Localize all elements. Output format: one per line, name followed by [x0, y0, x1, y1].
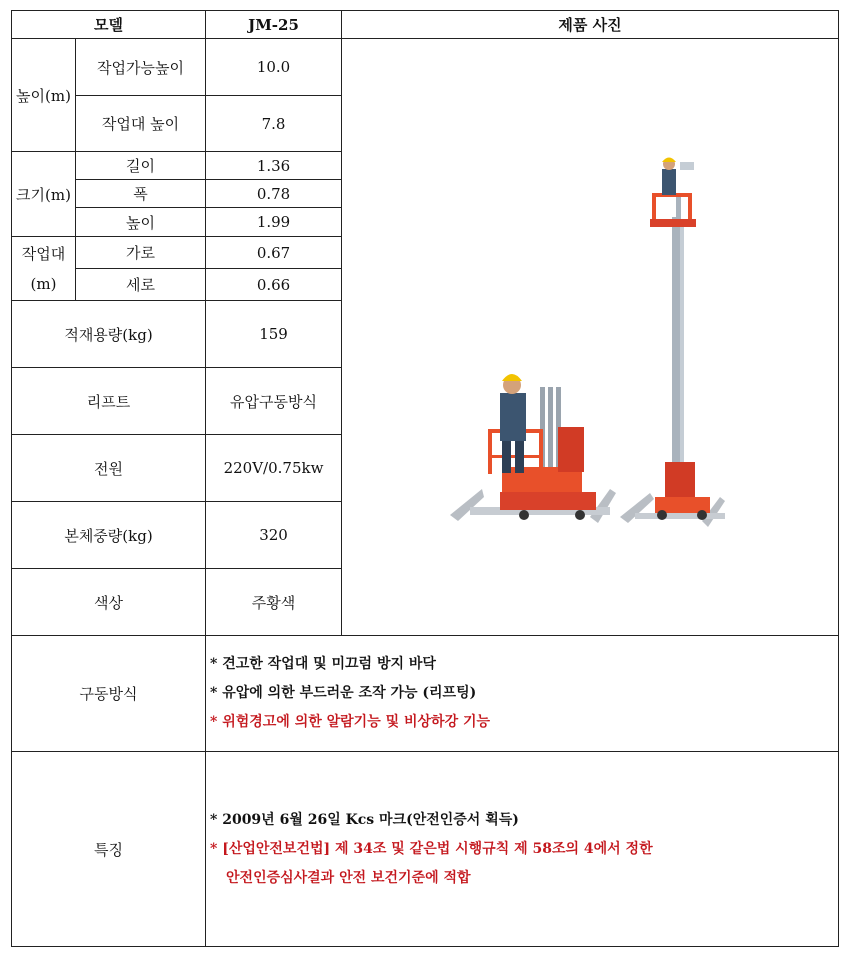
weight-label: 본체중량(kg)	[12, 502, 206, 569]
capacity-value: 159	[206, 301, 342, 368]
features-row	[12, 752, 839, 947]
lift-label: 리프트	[12, 368, 206, 435]
product-photo-cell	[342, 39, 839, 636]
size-height-value: 1.99	[206, 208, 342, 237]
color-label: 색상	[12, 569, 206, 636]
width-label: 폭	[76, 180, 206, 208]
power-value: 220V/0.75kw	[206, 435, 342, 502]
product-photo	[440, 137, 740, 537]
photo-label: 제품 사진	[342, 11, 839, 39]
header-row	[12, 11, 839, 39]
width-value: 0.78	[206, 180, 342, 208]
feature-item-law: * [산업안전보건법] 제 34조 및 같은법 시행규칙 제 58조의 4에서 정한	[210, 840, 653, 857]
size-group-label: 크기(m)	[12, 152, 76, 237]
length-value: 1.36	[206, 152, 342, 180]
lift-machine-lowered-image	[450, 374, 616, 523]
features-label: 특징	[12, 752, 206, 947]
height-group-label: 높이(m)	[12, 39, 76, 152]
work-height-label: 작업가능높이	[76, 39, 206, 96]
length-label: 길이	[76, 152, 206, 180]
color-value: 주황색	[206, 569, 342, 636]
model-value: JM-25	[206, 11, 342, 39]
weight-value: 320	[206, 502, 342, 569]
platform-depth-label: 세로	[76, 269, 206, 301]
model-label: 모델	[12, 11, 206, 39]
platform-height-label: 작업대 높이	[76, 96, 206, 152]
operation-row	[12, 636, 839, 752]
operation-list	[206, 636, 839, 752]
operation-item-warning: * 위험경고에 의한 알람기능 및 비상하강 기능	[210, 714, 491, 730]
platform-width-value: 0.67	[206, 237, 342, 269]
capacity-label: 적재용량(kg)	[12, 301, 206, 368]
lift-machine-raised-image	[620, 158, 725, 528]
spec-table	[11, 10, 839, 947]
operation-label: 구동방식	[12, 636, 206, 752]
feature-item-law-cont: 안전인증심사결과 안전 보건기준에 적합	[226, 869, 471, 886]
feature-item-kcs: * 2009년 6월 26일 Kcs 마크(안전인증서 획득)	[210, 811, 519, 828]
table-row	[12, 39, 839, 96]
lift-value: 유압구동방식	[206, 368, 342, 435]
platform-height-value: 7.8	[206, 96, 342, 152]
operation-item: * 유압에 의한 부드러운 조작 가능 (리프팅)	[210, 685, 477, 701]
size-height-label: 높이	[76, 208, 206, 237]
platform-depth-value: 0.66	[206, 269, 342, 301]
platform-group-label: 작업대(m)	[12, 237, 76, 301]
power-label: 전원	[12, 435, 206, 502]
work-height-value: 10.0	[206, 39, 342, 96]
operation-item: * 견고한 작업대 및 미끄럼 방지 바닥	[210, 656, 436, 672]
features-list	[206, 752, 839, 947]
platform-width-label: 가로	[76, 237, 206, 269]
